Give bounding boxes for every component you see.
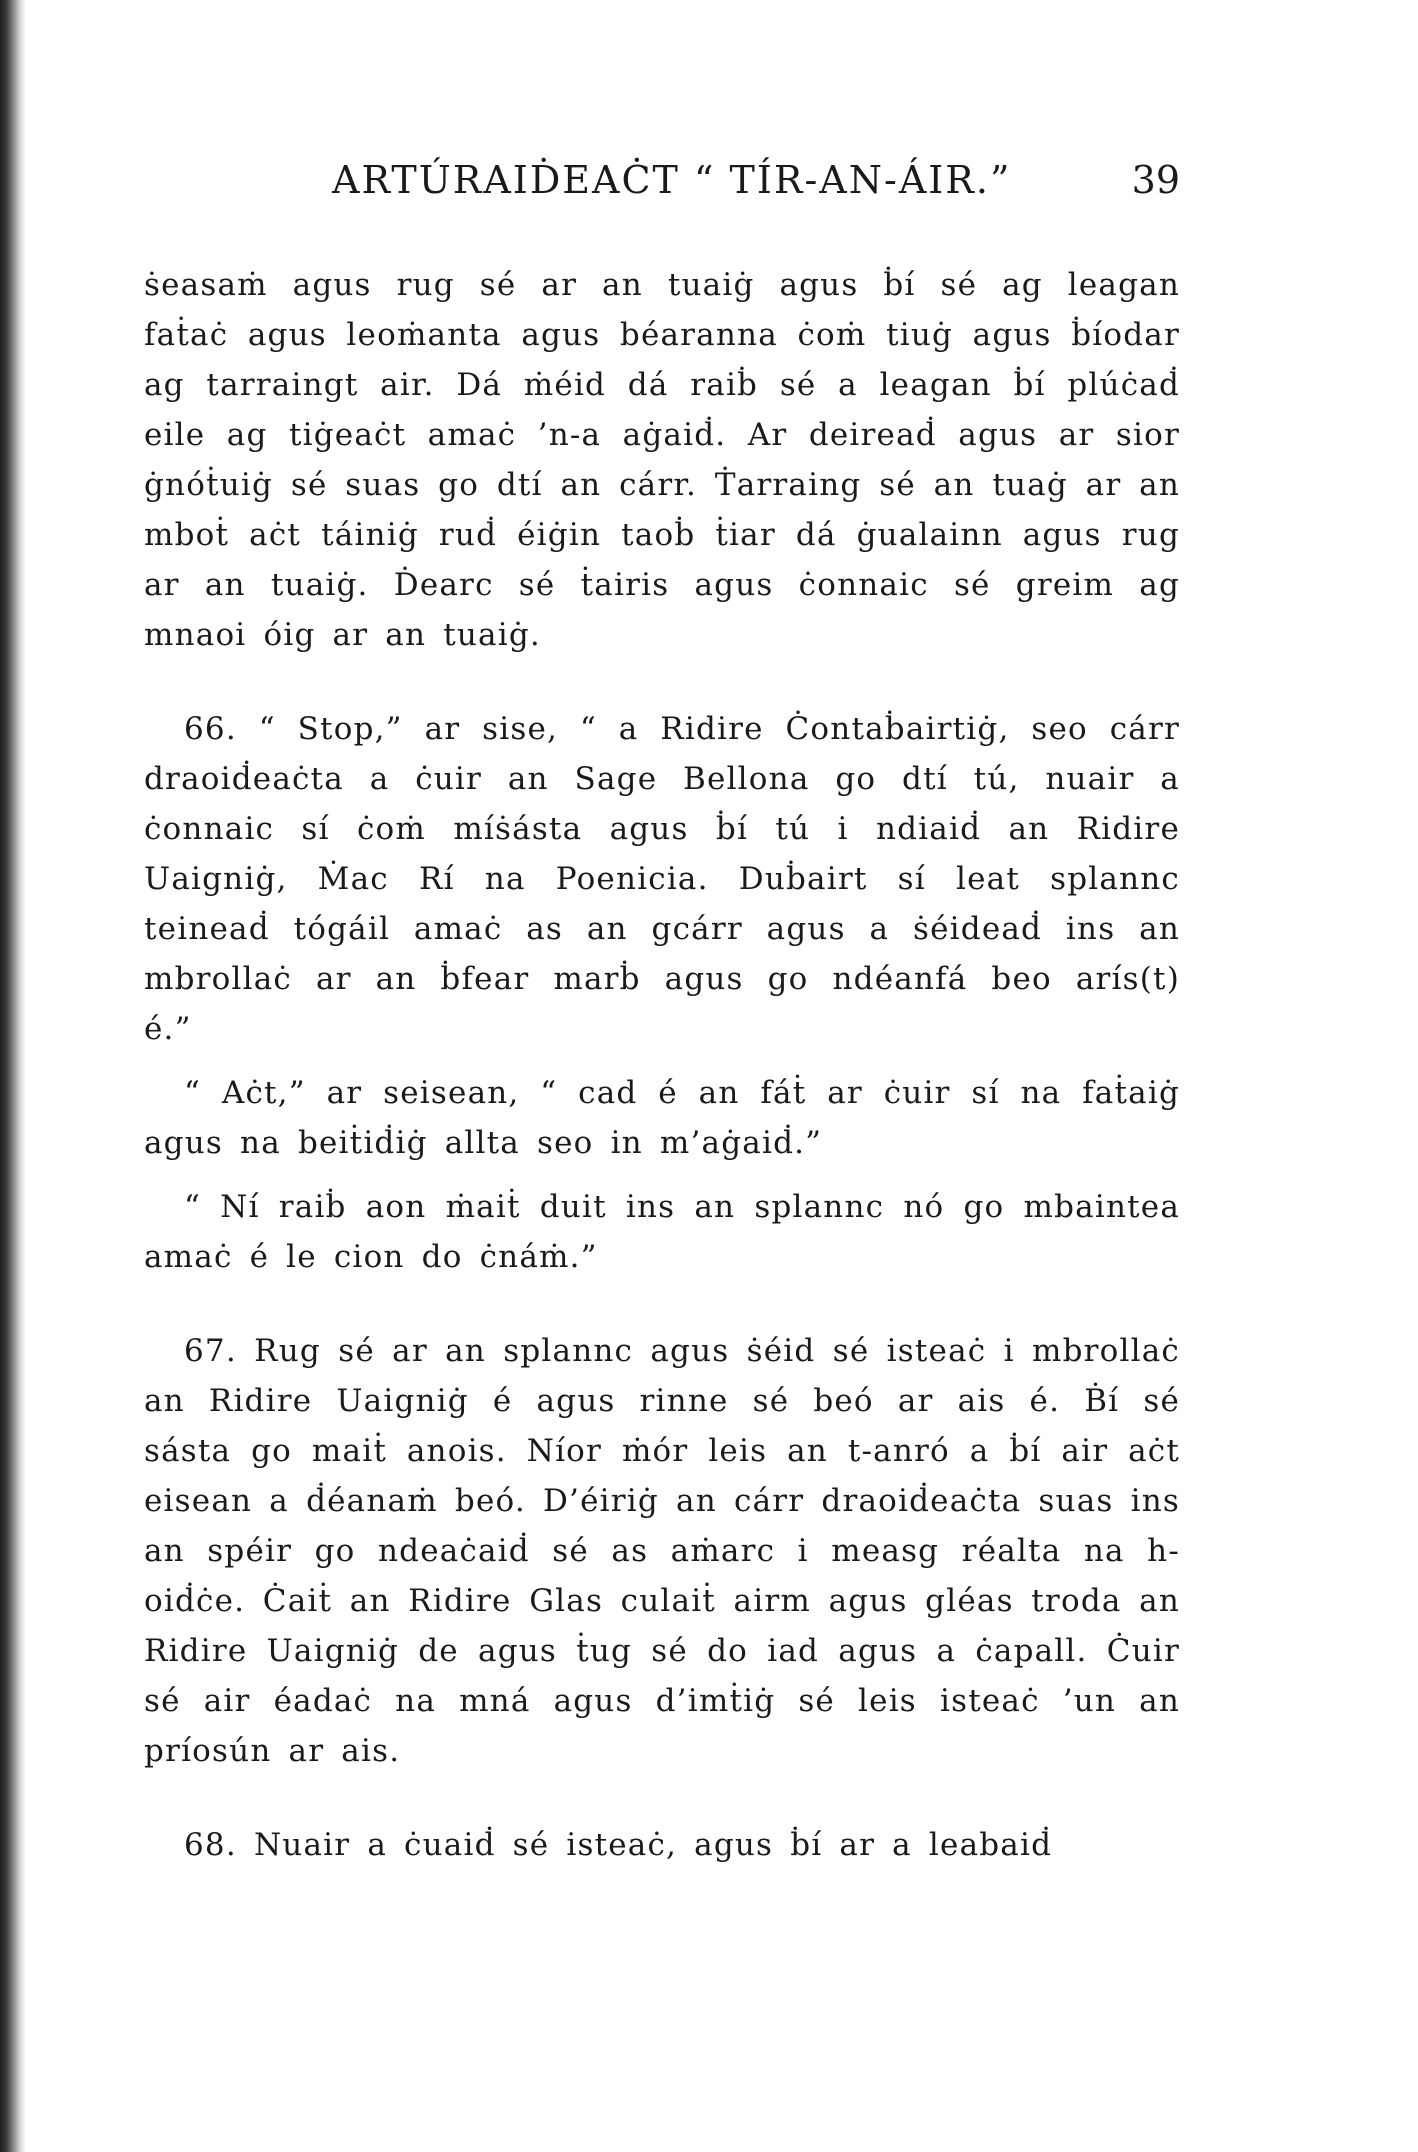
book-page [144, 150, 1180, 1884]
paragraph-68: 68. Nuair a ċuaiḋ sé isteaċ, agus ḃí ar a leabaiḋ [184, 1827, 1053, 1863]
page-header [144, 150, 1180, 220]
page-number: 39 [1131, 158, 1180, 202]
paragraph-66: 66. “ Stop,” ar sise, “ a Ridire Ċontaḃairtiġ, seo cárr draoiḋeaċta a ċuir an Sage Bellona go dtí tú, nuair a ċonnaic sí ċoṁ míṡásta agus ḃí tú i ndiaiḋ an Ridire Uaigniġ, Ṁac Rí na Poenicia. Duḃairt sí leat splannc teineaḋ tógáil amaċ as an gcárr agus a ṡéideaḋ ins an mbrollaċ ar an ḃfear marḃ agus go ndéanfá beo arís(t) é.” [144, 711, 1180, 1047]
book-spine-shadow [0, 0, 26, 2152]
body-text [144, 260, 1180, 1870]
paragraph-66-answer: “ Ní raiḃ aon ṁaiṫ duit ins an splannc nó go mbaintea amaċ é le cion do ċnáṁ.” [144, 1189, 1180, 1275]
paragraph-67: 67. Rug sé ar an splannc agus ṡéid sé isteaċ i mbrollaċ an Ridire Uaigniġ é agus rinne sé beó ar ais é. Ḃí sé sásta go maiṫ anois. Níor ṁór leis an t-anró a ḃí air aċt eisean a ḋéanaṁ beó. D’éiriġ an cárr draoiḋeaċta suas ins an spéir go ndeaċaiḋ sé as aṁarc i measg réalta na h-oiḋċe. Ċaiṫ an Ridire Glas culaiṫ airm agus gléas troda an Ridire Uaigniġ de agus ṫug sé do iad agus a ċapall. Ċuir sé air éadaċ na mná agus d’imṫiġ sé leis isteaċ ’un an príosún ar ais. [144, 1333, 1180, 1769]
running-title: ARTÚRAIḊEAĊT “ TÍR-AN-ÁIR.” [332, 158, 1012, 202]
paragraph-continuation: ṡeasaṁ agus rug sé ar an tuaiġ agus ḃí sé ag leagan faṫaċ agus leoṁanta agus béaranna ċoṁ tiuġ agus ḃíodar ag tarraingt air. Dá ṁéid dá raiḃ sé a leagan ḃí plúċaḋ eile ag tiġeaċt amaċ ’n-a aġaiḋ. Ar deireaḋ agus ar sior ġnóṫuiġ sé suas go dtí an cárr. Ṫarraing sé an tuaġ ar an mboṫ aċt táiniġ ruḋ éiġin taoḃ ṫiar dá ġualainn agus rug ar an tuaiġ. Ḋearc sé ṫairis agus ċonnaic sé greim ag mnaoi óig ar an tuaiġ. [144, 267, 1180, 653]
paragraph-66-reply: “ Aċt,” ar seisean, “ cad é an fáṫ ar ċuir sí na faṫaiġ agus na beiṫiḋiġ allta seo in m’aġaiḋ.” [144, 1075, 1180, 1161]
